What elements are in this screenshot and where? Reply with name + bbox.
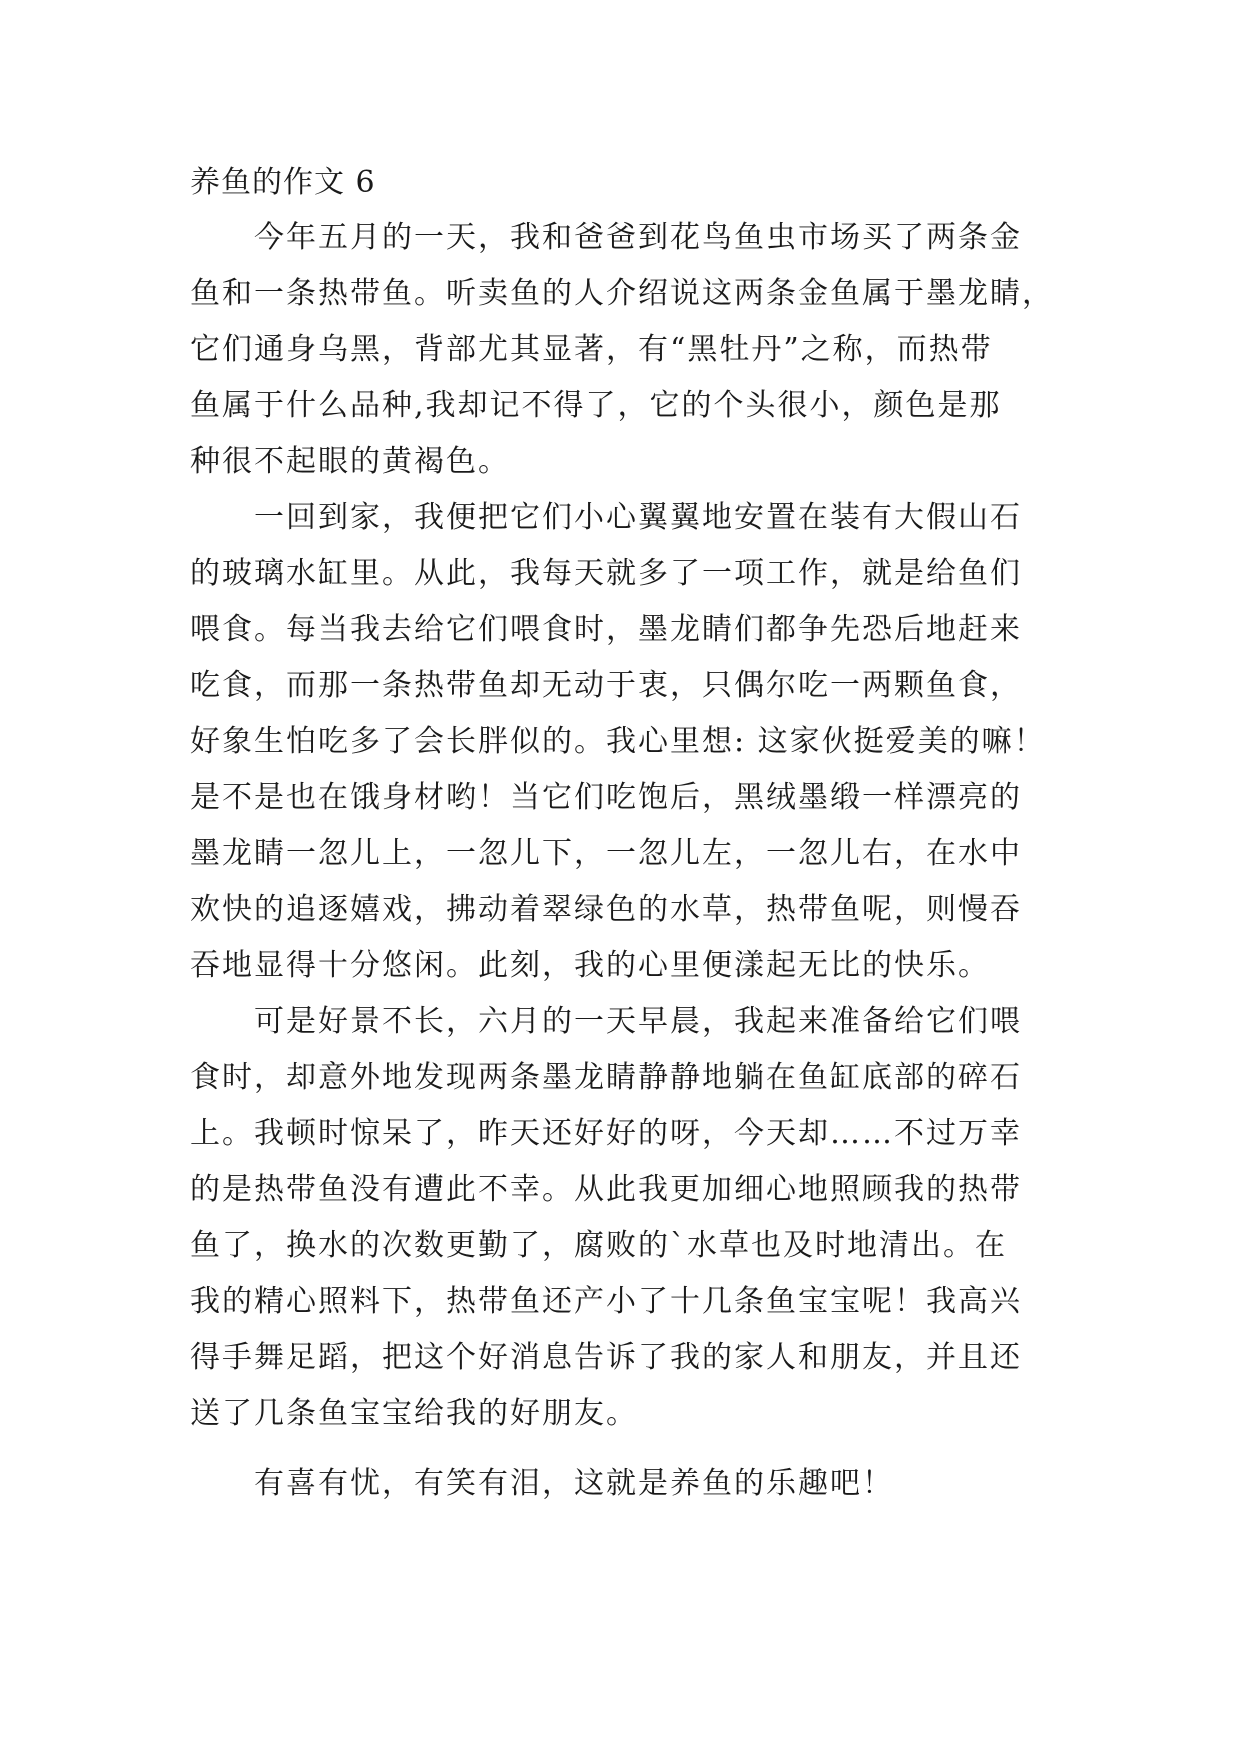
text-line: 鱼和一条热带鱼。听卖鱼的人介绍说这两条金鱼属于墨龙睛，: [190, 276, 1054, 311]
text-line: 我的精心照料下，热带鱼还产小了十几条鱼宝宝呢！我高兴: [190, 1284, 1022, 1319]
text-line: 可是好景不长，六月的一天早晨，我起来准备给它们喂: [190, 1004, 1022, 1039]
text-line: 鱼属于什么品种,我却记不得了，它的个头很小，颜色是那: [190, 388, 1002, 423]
text-line: 得手舞足蹈，把这个好消息告诉了我的家人和朋友，并且还: [190, 1340, 1022, 1375]
text-line: 的玻璃水缸里。从此，我每天就多了一项工作，就是给鱼们: [190, 556, 1022, 591]
text-line: 的是热带鱼没有遭此不幸。从此我更加细心地照顾我的热带: [190, 1172, 1022, 1207]
text-line: 墨龙睛一忽儿上，一忽儿下，一忽儿左，一忽儿右，在水中: [190, 836, 1022, 871]
text-line: 种很不起眼的黄褐色。: [190, 444, 510, 479]
document-title: 养鱼的作文 6: [190, 165, 376, 200]
text-line: 上。我顿时惊呆了，昨天还好好的呀，今天却……不过万幸: [190, 1116, 1022, 1151]
text-line: 吃食，而那一条热带鱼却无动于衷，只偶尔吃一两颗鱼食，: [190, 668, 1022, 703]
text-line: 鱼了，换水的次数更勤了，腐败的`水草也及时地清出。在: [190, 1228, 1007, 1263]
text-line: 是不是也在饿身材哟！当它们吃饱后，黑绒墨缎一样漂亮的: [190, 780, 1022, 815]
text-line: 食时，却意外地发现两条墨龙睛静静地躺在鱼缸底部的碎石: [190, 1060, 1022, 1095]
text-line: 一回到家，我便把它们小心翼翼地安置在装有大假山石: [190, 500, 1022, 535]
text-line: 喂食。每当我去给它们喂食时，墨龙睛们都争先恐后地赶来: [190, 612, 1022, 647]
text-line: 送了几条鱼宝宝给我的好朋友。: [190, 1396, 638, 1431]
text-line: 欢快的追逐嬉戏，拂动着翠绿色的水草，热带鱼呢，则慢吞: [190, 892, 1022, 927]
text-line: 吞地显得十分悠闲。此刻，我的心里便漾起无比的快乐。: [190, 948, 990, 983]
text-line: 今年五月的一天，我和爸爸到花鸟鱼虫市场买了两条金: [190, 220, 1022, 255]
text-line: 它们通身乌黑，背部尤其显著，有“黑牡丹”之称，而热带: [190, 332, 993, 367]
text-line: 有喜有忧，有笑有泪，这就是养鱼的乐趣吧！: [190, 1466, 894, 1501]
text-line: 好象生怕吃多了会长胖似的。我心里想: 这家伙挺爱美的嘛！: [190, 724, 1046, 759]
